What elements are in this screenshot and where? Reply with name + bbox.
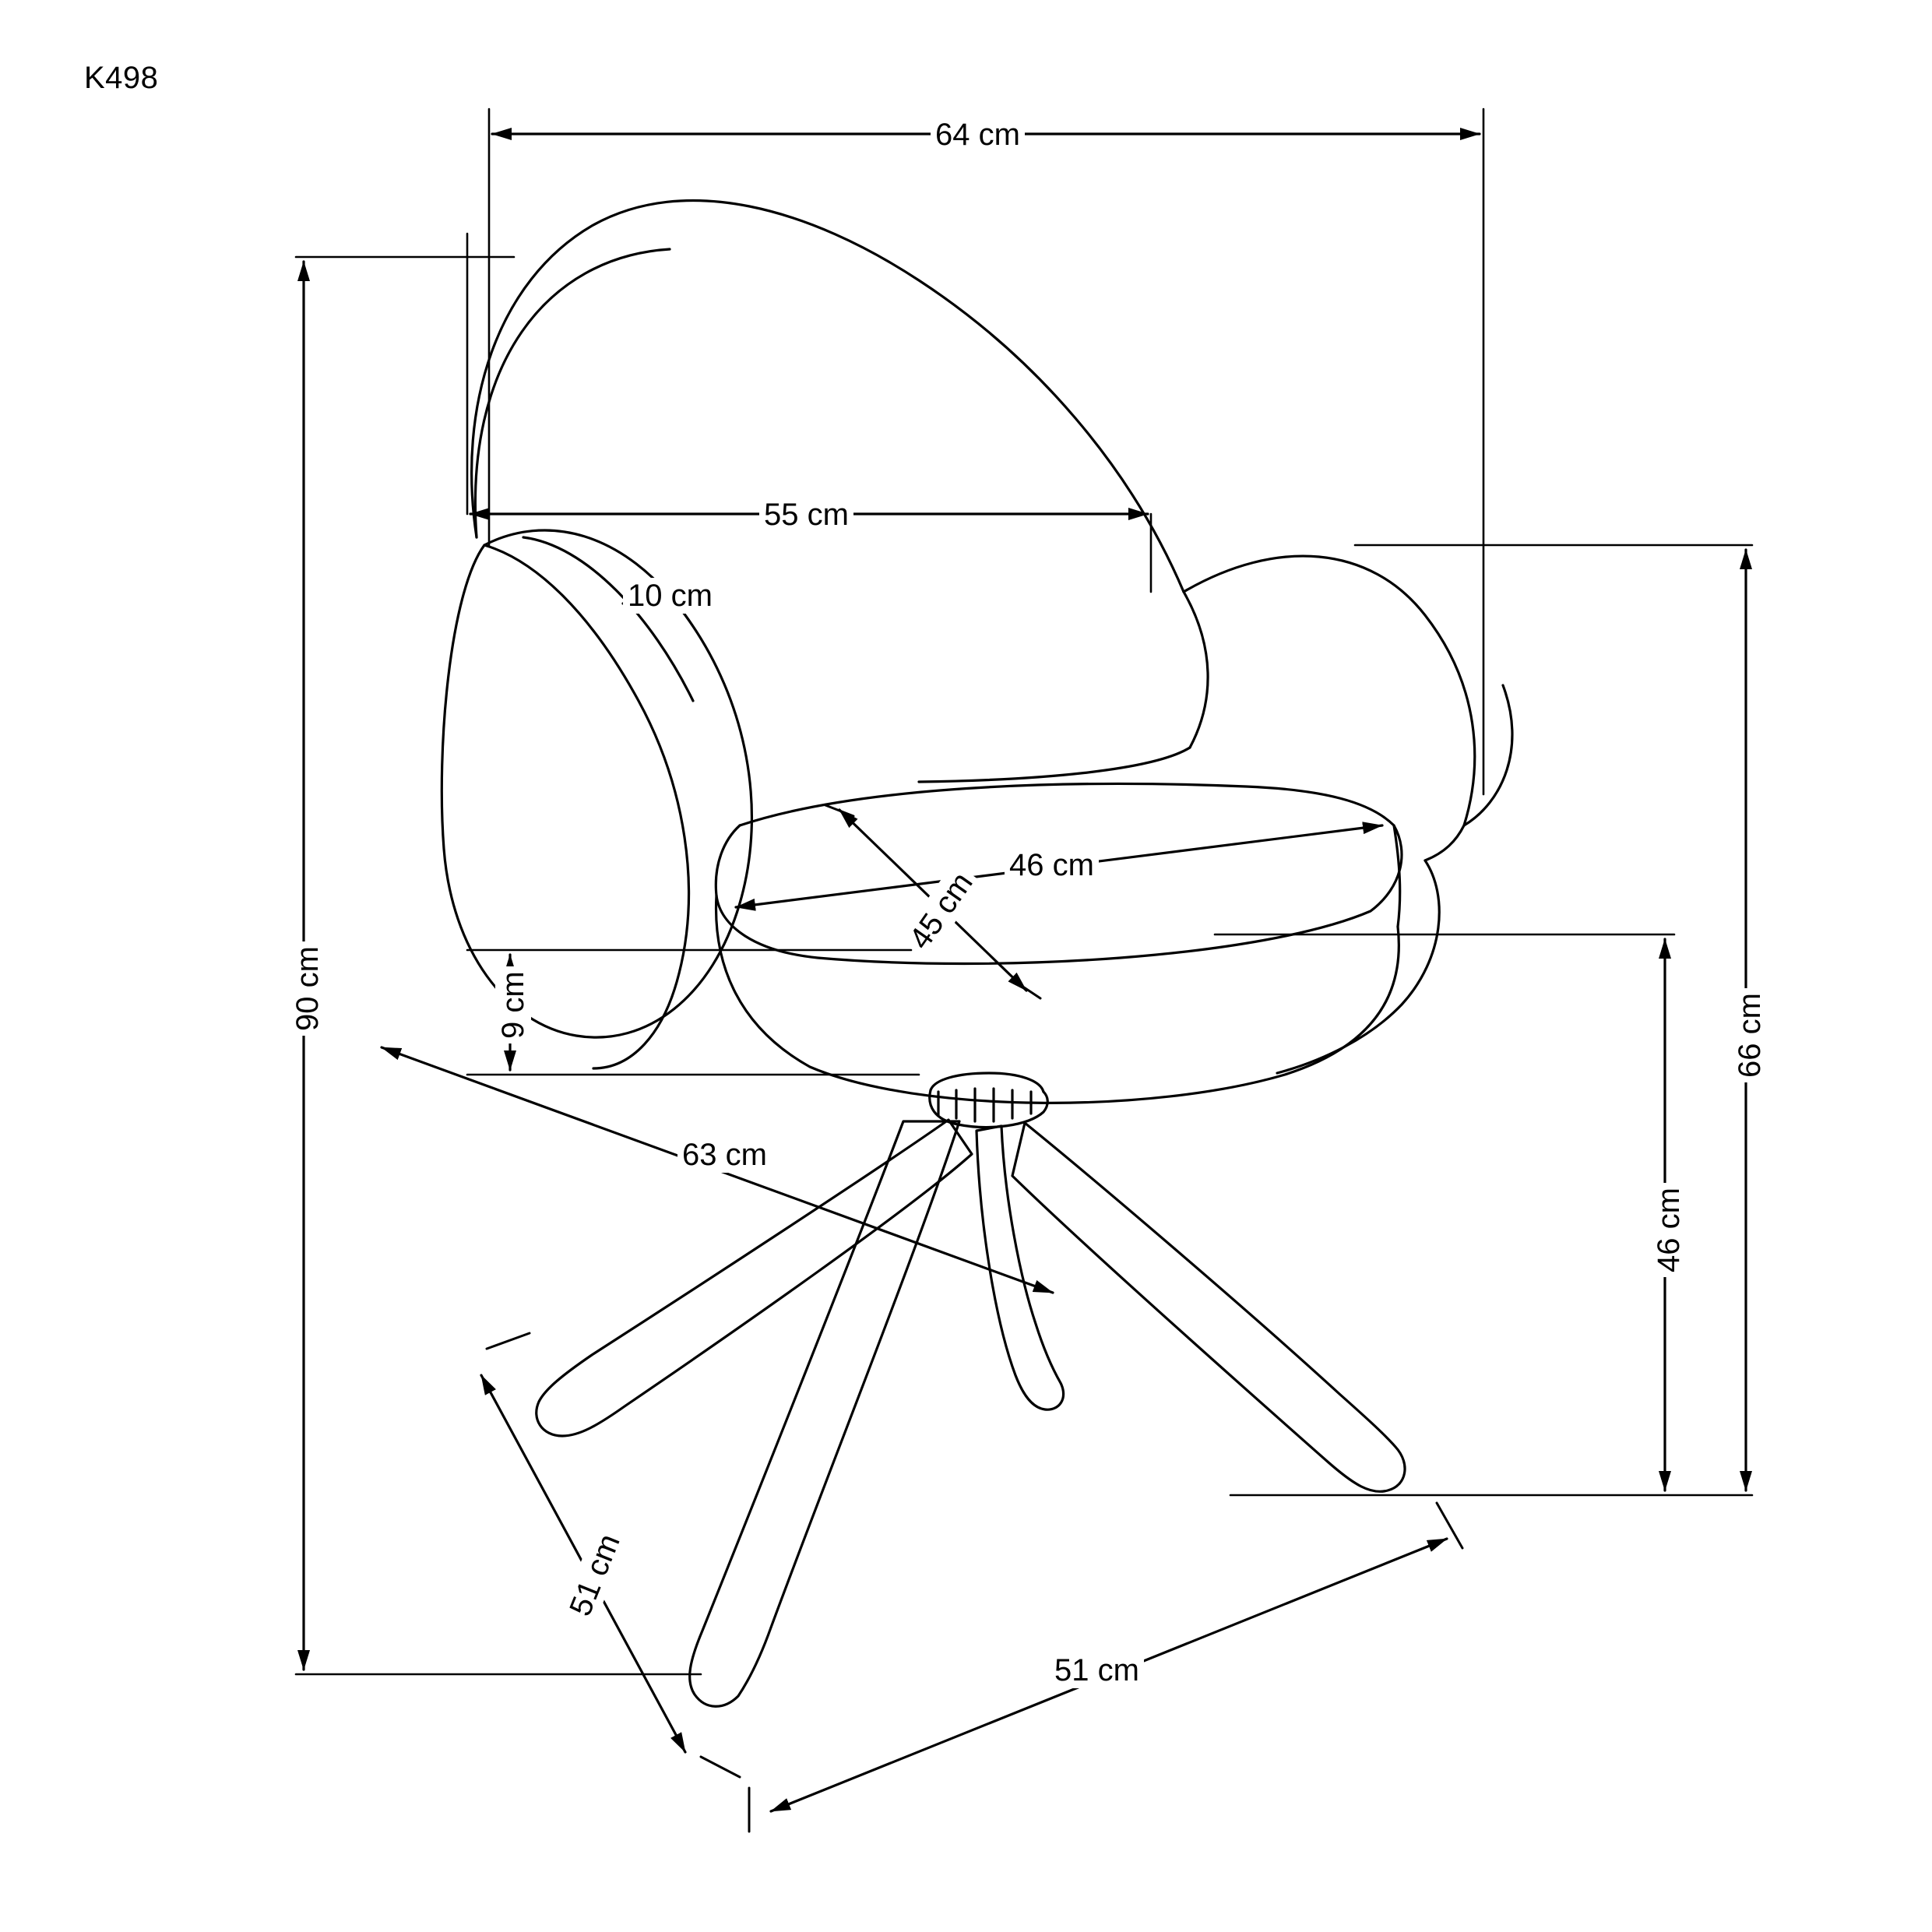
- dim-label-backrest-width: 55 cm: [759, 497, 853, 533]
- dim-label-overall-height: 90 cm: [290, 941, 326, 1036]
- dim-label-seat-depth: 45 cm: [899, 862, 983, 959]
- model-code-label: K498: [84, 61, 159, 95]
- dim-label-base-span-right: 51 cm: [1050, 1652, 1144, 1688]
- dim-label-armrest-height: 66 cm: [1732, 988, 1768, 1082]
- dim-label-seat-cushion-height: 9 cm: [495, 966, 531, 1043]
- dim-label-overall-depth: 63 cm: [677, 1137, 772, 1173]
- dim-label-seat-height: 46 cm: [1651, 1183, 1687, 1277]
- dim-label-backrest-thickness: 10 cm: [623, 578, 717, 614]
- dim-label-seat-width: 46 cm: [1005, 847, 1099, 883]
- dim-label-overall-width: 64 cm: [931, 117, 1025, 153]
- dim-label-base-span-left: 51 cm: [561, 1525, 629, 1625]
